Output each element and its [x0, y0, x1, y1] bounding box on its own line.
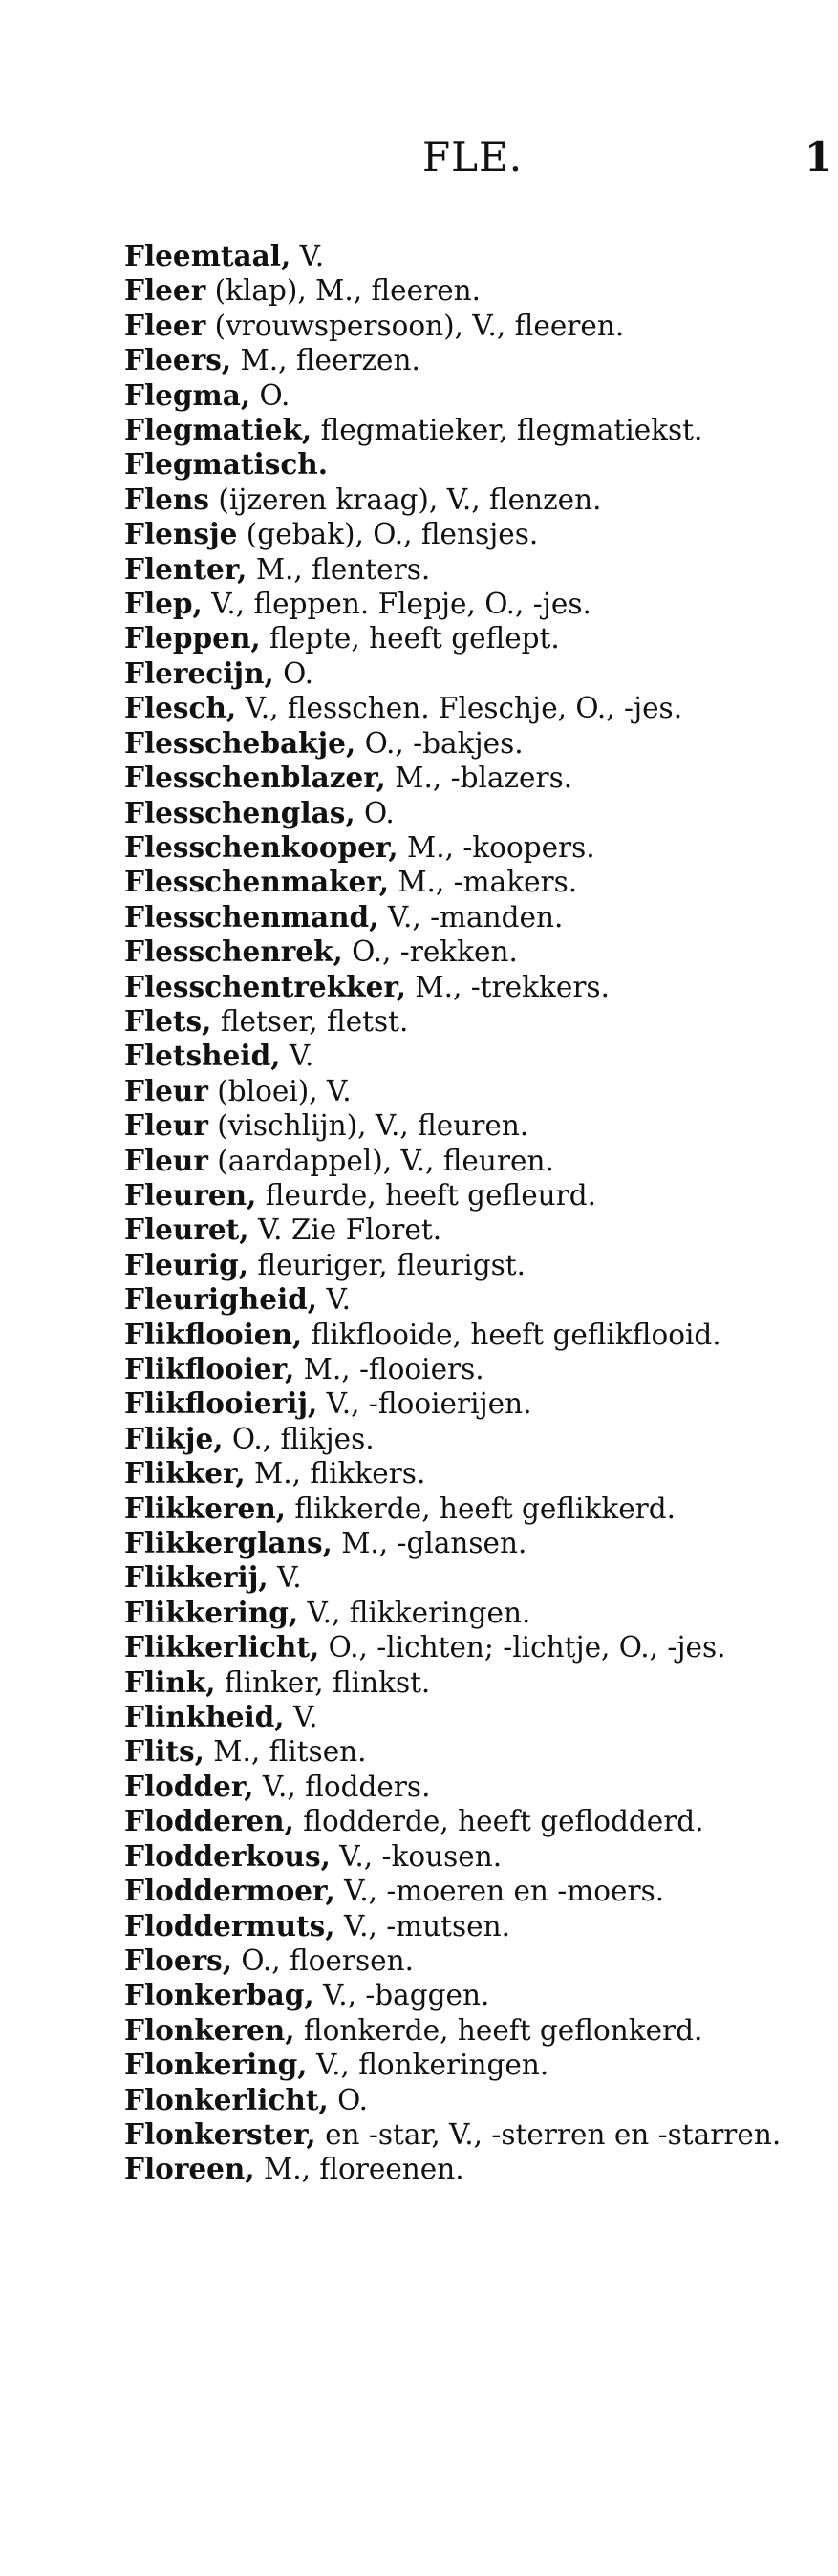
entry-headword: Flikflooier, [124, 1352, 295, 1385]
dictionary-entry [124, 1318, 807, 1352]
dictionary-entry [124, 1943, 807, 1978]
entry-headword: Fleer [124, 308, 206, 342]
dictionary-entry [124, 1422, 807, 1456]
entry-definition: V., flonkeringen. [307, 2049, 549, 2082]
dictionary-entry [124, 726, 807, 761]
entry-definition: V. Zie Floret. [248, 1213, 442, 1247]
entry-headword: Floreen, [124, 2152, 255, 2186]
dictionary-entry [124, 1526, 807, 1560]
entry-definition: V., -mutsen. [334, 1909, 510, 1943]
entry-definition: M., -trekkers. [406, 970, 610, 1003]
entry-headword: Fleers, [124, 343, 232, 377]
dictionary-entry [124, 1978, 807, 2012]
entry-headword: Flesschenblazer, [124, 761, 386, 795]
entry-definition: (bloei), V. [207, 1074, 352, 1107]
entry-definition: M., flitsen. [204, 1735, 367, 1769]
entry-headword: Flonkering, [124, 2048, 308, 2082]
entry-definition: flikkerde, heeft geflikkerd. [286, 1492, 677, 1525]
dictionary-entries [124, 239, 807, 2187]
entry-headword: Flodder, [124, 1769, 254, 1803]
entry-headword: Flenter, [124, 551, 247, 586]
dictionary-entry [124, 1560, 807, 1595]
entry-headword: Fleuret, [124, 1213, 249, 1247]
entry-definition: O., -rekken. [342, 935, 518, 969]
entry-definition: M., -koopers. [398, 830, 595, 864]
entry-headword: Flikflooien, [124, 1317, 303, 1351]
entry-headword: Fletsheid, [124, 1039, 281, 1073]
dictionary-entry [124, 1630, 807, 1664]
entry-headword: Flens [124, 482, 209, 516]
entry-definition: en -star, V., -sterren en -starren. [315, 2117, 782, 2151]
entry-definition: flodderde, heeft geflodderd. [293, 1805, 704, 1838]
dictionary-entry [124, 1039, 807, 1073]
entry-headword: Fleppen, [124, 621, 261, 655]
entry-headword: Flikje, [124, 1421, 224, 1455]
entry-definition: V. [280, 1040, 314, 1073]
entry-definition: fleurde, heeft gefleurd. [256, 1178, 597, 1212]
entry-definition: flikflooide, heeft geflikflooid. [302, 1318, 721, 1351]
entry-definition: O., flikjes. [223, 1422, 375, 1455]
entry-definition: V., -manden. [378, 900, 564, 934]
entry-headword: Flikkerij, [124, 1560, 269, 1595]
page-number: 1 [805, 134, 833, 181]
entry-definition: fletser, fletst. [211, 1004, 409, 1038]
dictionary-entry [124, 1004, 807, 1039]
entry-headword: Flikker, [124, 1456, 246, 1491]
dictionary-entry [124, 934, 807, 969]
entry-headword: Fleer [124, 273, 206, 308]
entry-definition: O., floersen. [232, 1943, 414, 1977]
entry-headword: Flesschenkooper, [124, 829, 398, 864]
entry-definition: V. [284, 1701, 318, 1734]
entry-headword: Floers, [124, 1943, 233, 1977]
entry-headword: Flink, [124, 1664, 216, 1699]
entry-headword: Flodderen, [124, 1804, 294, 1838]
entry-definition: M., -flooiers. [294, 1353, 484, 1385]
dictionary-entry [124, 1665, 807, 1700]
entry-definition: O. [328, 2083, 368, 2116]
page-header [0, 134, 838, 182]
entry-definition: O. [273, 656, 314, 690]
dictionary-entry [124, 1492, 807, 1526]
dictionary-entry [124, 2117, 807, 2152]
dictionary-entry [124, 2152, 807, 2186]
entry-headword: Fleemtaal, [124, 239, 291, 272]
dictionary-entry [124, 1839, 807, 1874]
page-title: FLE. [422, 134, 524, 181]
dictionary-entry [124, 273, 807, 308]
entry-headword: Flesschentrekker, [124, 969, 407, 1003]
entry-headword: Flits, [124, 1734, 204, 1769]
dictionary-entry [124, 483, 807, 517]
entry-headword: Flikkerlicht, [124, 1630, 320, 1664]
dictionary-entry [124, 1386, 807, 1421]
entry-definition: O. [250, 378, 290, 412]
entry-definition: V., flesschen. Fleschje, O., -jes. [236, 692, 683, 725]
dictionary-entry [124, 378, 807, 413]
entry-headword: Flonkerlicht, [124, 2082, 329, 2116]
entry-headword: Fleurigheid, [124, 1282, 318, 1317]
entry-headword: Fleurig, [124, 1247, 249, 1281]
entry-definition: (vischlijn), V., fleuren. [207, 1109, 529, 1143]
entry-headword: Flinkheid, [124, 1700, 285, 1734]
dictionary-entry [124, 830, 807, 865]
entry-definition: O., -lichten; -lichtje, O., -jes. [319, 1631, 726, 1664]
entry-definition: V. [290, 240, 325, 272]
dictionary-entry [124, 656, 807, 691]
entry-definition: (klap), M., fleeren. [205, 274, 482, 308]
dictionary-entry [124, 621, 807, 655]
entry-headword: Flikkering, [124, 1595, 299, 1629]
entry-definition: M., flenters. [247, 552, 431, 586]
dictionary-entry [124, 2048, 807, 2082]
dictionary-entry [124, 309, 807, 343]
entry-definition: M., -makers. [388, 866, 578, 899]
dictionary-entry [124, 1282, 807, 1317]
entry-headword: Flonkerster, [124, 2116, 316, 2151]
entry-definition: flepte, heeft geflept. [260, 622, 560, 655]
entry-headword: Flesschenmaker, [124, 865, 389, 899]
entry-definition: flegmatieker, flegmatiekst. [312, 414, 703, 447]
dictionary-entry [124, 1804, 807, 1838]
entry-definition: (vrouwspersoon), V., fleeren. [205, 309, 625, 342]
entry-headword: Floddermuts, [124, 1908, 335, 1943]
dictionary-entry [124, 2013, 807, 2048]
dictionary-entry [124, 1770, 807, 1804]
dictionary-entry [124, 1456, 807, 1491]
entry-headword: Flegmatisch. [124, 447, 328, 482]
entry-headword: Flikflooierij, [124, 1386, 318, 1421]
entry-definition: M., -glansen. [332, 1527, 527, 1560]
entry-headword: Fleur [124, 1073, 208, 1107]
dictionary-entry [124, 970, 807, 1004]
dictionary-entry [124, 2083, 807, 2117]
entry-headword: Flesschenrek, [124, 934, 343, 969]
dictionary-entry [124, 1874, 807, 1908]
dictionary-entry [124, 1108, 807, 1143]
dictionary-entry [124, 587, 807, 621]
entry-definition: O. [355, 796, 395, 829]
entry-definition: M., floreenen. [254, 2153, 464, 2186]
dictionary-entry [124, 865, 807, 899]
dictionary-entry [124, 413, 807, 447]
dictionary-entry [124, 1248, 807, 1282]
entry-definition: O., -bakjes. [355, 726, 524, 760]
dictionary-entry [124, 1734, 807, 1769]
dictionary-entry [124, 1700, 807, 1734]
dictionary-entry [124, 1178, 807, 1213]
dictionary-entry [124, 1213, 807, 1247]
entry-definition: (gebak), O., flensjes. [237, 518, 539, 551]
entry-headword: Flegmatiek, [124, 413, 312, 447]
entry-definition: M., -blazers. [385, 762, 573, 795]
entry-definition: V. [317, 1283, 351, 1317]
entry-definition: V., -flooierijen. [317, 1387, 532, 1421]
entry-definition: V., -moeren en -moers. [334, 1875, 665, 1908]
entry-headword: Flikkeren, [124, 1491, 287, 1525]
entry-headword: Fleur [124, 1108, 208, 1143]
entry-definition: M., fleerzen. [231, 344, 420, 377]
entry-definition: (aardappel), V., fleuren. [207, 1144, 554, 1177]
dictionary-entry [124, 1074, 807, 1108]
entry-headword: Flegma, [124, 377, 251, 412]
entry-headword: Flep, [124, 587, 203, 621]
entry-headword: Flikkerglans, [124, 1526, 333, 1560]
entry-headword: Flesschenglas, [124, 795, 355, 829]
entry-headword: Flonkerbag, [124, 1978, 314, 2012]
entry-definition: M., flikkers. [245, 1457, 426, 1491]
entry-headword: Fleuren, [124, 1177, 257, 1212]
dictionary-entry [124, 1596, 807, 1630]
dictionary-entry [124, 239, 807, 273]
dictionary-entry [124, 343, 807, 377]
entry-headword: Flonkeren, [124, 2012, 295, 2047]
entry-definition: (ijzeren kraag), V., flenzen. [208, 483, 602, 516]
entry-headword: Fleur [124, 1143, 208, 1177]
dictionary-entry [124, 447, 807, 482]
entry-definition: V., -kousen. [330, 1839, 503, 1873]
entry-headword: Flensje [124, 517, 238, 551]
entry-headword: Flodderkous, [124, 1838, 331, 1873]
dictionary-entry [124, 1909, 807, 1943]
dictionary-entry [124, 1144, 807, 1178]
dictionary-entry [124, 900, 807, 934]
entry-headword: Flets, [124, 1003, 212, 1038]
entry-headword: Flerecijn, [124, 655, 274, 690]
dictionary-entry [124, 691, 807, 725]
entry-definition: V. [268, 1561, 302, 1595]
entry-definition: flonkerde, heeft geflonkerd. [294, 2013, 703, 2047]
dictionary-entry [124, 761, 807, 795]
entry-headword: Flesschenmand, [124, 899, 379, 934]
entry-definition: V., fleppen. Flepje, O., -jes. [202, 588, 591, 621]
dictionary-entry [124, 1352, 807, 1386]
entry-headword: Flesschebakje, [124, 725, 356, 760]
entry-headword: Floddermoer, [124, 1874, 335, 1908]
dictionary-entry [124, 796, 807, 830]
entry-definition: V., flodders. [253, 1770, 431, 1803]
entry-definition: V., -baggen. [313, 1979, 490, 2012]
dictionary-entry [124, 517, 807, 551]
entry-definition: V., flikkeringen. [298, 1596, 531, 1629]
entry-definition: fleuriger, fleurigst. [248, 1248, 526, 1281]
entry-headword: Flesch, [124, 691, 237, 725]
dictionary-entry [124, 552, 807, 587]
entry-definition: flinker, flinkst. [215, 1665, 431, 1699]
